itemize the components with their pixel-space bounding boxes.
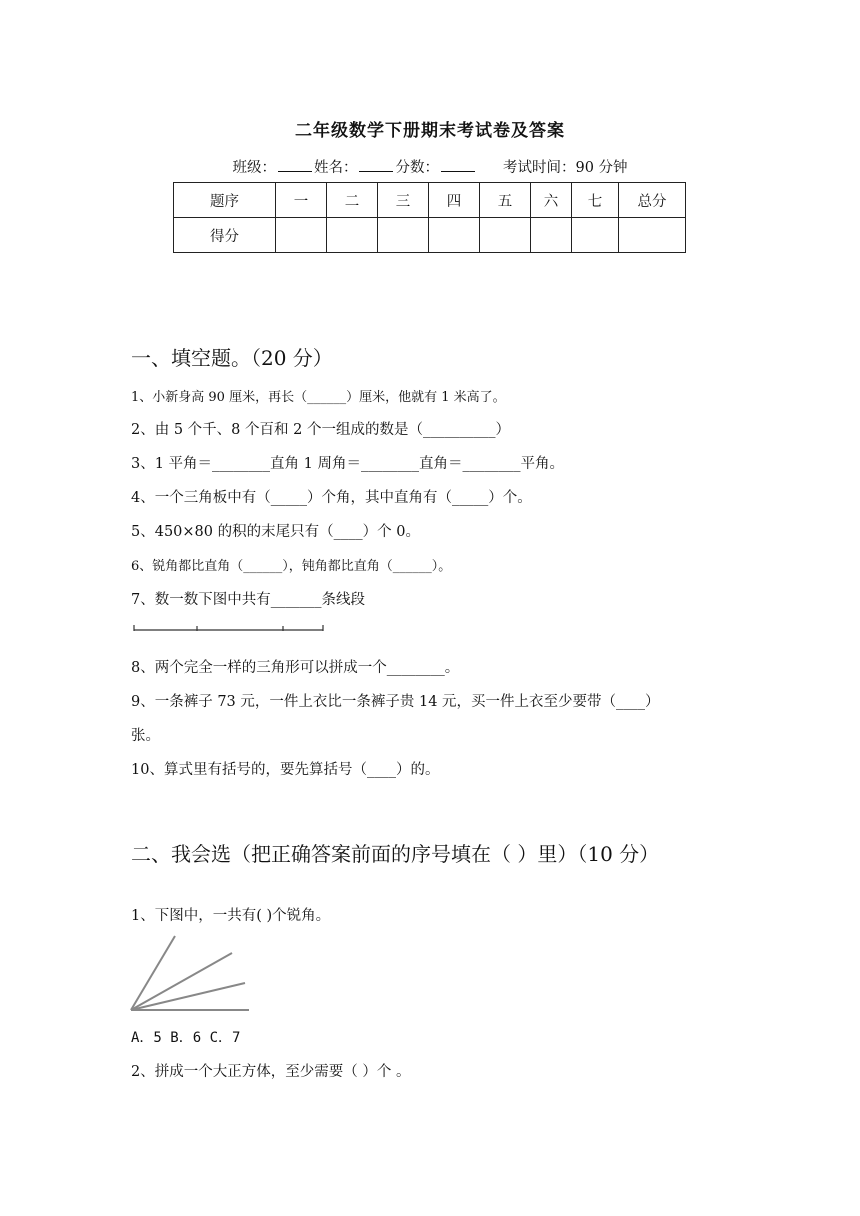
question-1: 1、小新身高 90 厘米，再长（______）厘米，他就有 1 米高了。 [131,390,506,405]
question-2: 2、由 5 个千、8 个百和 2 个一组成的数是（__________） [131,422,510,438]
choice-question-1: 1、下图中，一共有( )个锐角。 [131,908,331,924]
name-label: 姓名： [313,160,358,176]
score-table [173,182,686,253]
question-9-continued: 张。 [131,728,160,744]
score-cell[interactable] [480,218,531,253]
table-header-cell: 五 [480,183,531,218]
score-cell[interactable] [572,218,619,253]
question-7: 7、数一数下图中共有_______条线段 [131,592,365,608]
table-header-cell: 总分 [619,183,686,218]
acute-angles-figure [128,934,252,1014]
question-5: 5、450×80 的积的末尾只有（____）个 0。 [131,524,420,540]
table-header-cell: 三 [378,183,429,218]
score-cell[interactable] [378,218,429,253]
class-blank [278,157,312,172]
exam-info [0,156,860,177]
score-cell[interactable] [429,218,480,253]
score-cell[interactable] [619,218,686,253]
table-header-cell: 六 [531,183,572,218]
question-3: 3、1 平角＝________直角 1 周角＝________直角＝________平角。 [131,456,565,472]
score-cell[interactable] [327,218,378,253]
choice-question-2: 2、拼成一个大正方体，至少需要（ ）个 。 [131,1064,411,1080]
table-header-cell: 七 [572,183,619,218]
question-6: 6、锐角都比直角（______），钝角都比直角（______）。 [131,559,452,574]
score-blank [441,157,475,172]
question-4: 4、一个三角板中有（_____）个角，其中直角有（_____）个。 [131,490,532,506]
table-header-cell: 四 [429,183,480,218]
table-header-cell: 二 [327,183,378,218]
section2-heading: 二、我会选（把正确答案前面的序号填在（ ）里）（10 分） [131,842,660,866]
score-table-header-row [174,183,686,218]
class-label: 班级： [232,160,276,176]
name-blank [359,157,393,172]
line-segment-figure [133,624,325,632]
choice-options: A．5 B．6 C．7 [131,1030,241,1046]
table-row-label: 得分 [174,218,276,253]
question-9: 9、一条裤子 73 元，一件上衣比一条裤子贵 14 元，买一件上衣至少要带（____） [131,694,660,710]
score-table-score-row [174,218,686,253]
question-10: 10、算式里有括号的，要先算括号（____）的。 [131,762,440,778]
table-header-cell: 一 [276,183,327,218]
question-8: 8、两个完全一样的三角形可以拼成一个________。 [131,660,460,676]
score-label: 分数： [395,160,439,176]
score-cell[interactable] [276,218,327,253]
score-cell[interactable] [531,218,572,253]
section1-heading: 一、填空题。（20 分） [131,346,333,370]
page-title: 二年级数学下册期末考试卷及答案 [295,121,565,141]
exam-time: 考试时间：90 分钟 [502,160,628,176]
table-header-cell: 题序 [174,183,276,218]
